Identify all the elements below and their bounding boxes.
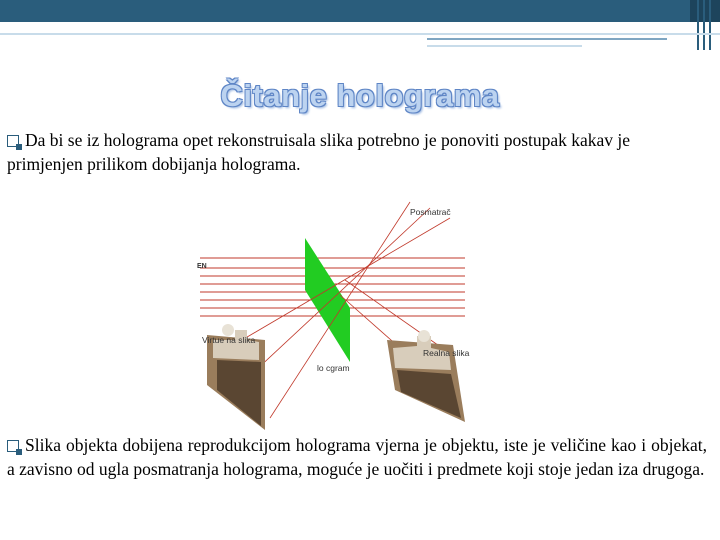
hologram-diagram [195, 190, 475, 432]
header-rule [0, 33, 720, 35]
bullet-paragraph [7, 128, 707, 176]
header-rule-accent [427, 38, 667, 40]
observer-label: Posmatrač [410, 207, 451, 217]
real-image-label: Realna slika [423, 348, 470, 358]
bullet-square-icon [7, 135, 19, 147]
header-stripe [697, 0, 699, 50]
header-bar [0, 0, 720, 22]
hologram-plate [305, 238, 350, 362]
hologram-label: lo cgram [317, 363, 350, 373]
real-image-icon [387, 330, 465, 422]
header-stripe [709, 0, 711, 50]
bullet-square-icon [7, 440, 19, 452]
virtual-image-label: Virtue na slika [202, 335, 256, 345]
header-stripe [703, 0, 705, 50]
header-rule-short [427, 45, 582, 47]
slide-title: Čitanje holograma [220, 78, 500, 113]
header-bar-end [690, 0, 720, 22]
beam-label: EN [197, 263, 207, 270]
bullet-paragraph [7, 433, 707, 481]
bullet-text: Slika objekta dobijena reprodukcijom holograma vjerna je objektu, iste je veličine kao i objekat, a zavisno od ugla posmatranja holograma, moguće je uočiti i predmete koji stoje jedan iza drugoga. [7, 435, 707, 479]
bullet-text: Da bi se iz holograma opet rekonstruisala slika potrebno je ponoviti postupak kakav je primjenjen prilikom dobijanja holograma. [7, 130, 631, 174]
